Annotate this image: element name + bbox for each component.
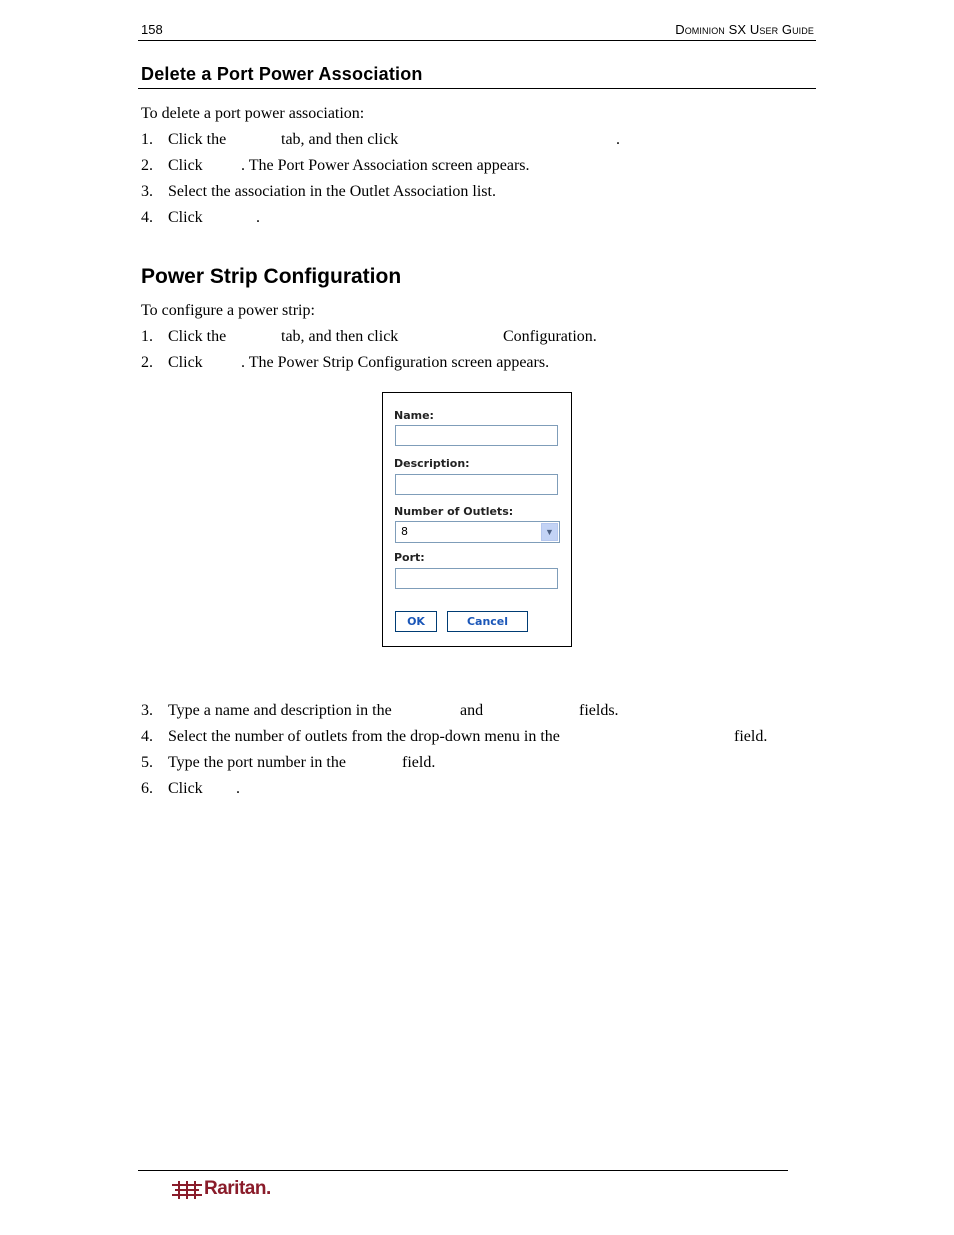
step-text: Click [168,780,203,797]
step-text: . [616,131,620,148]
step-text: Configuration. [503,328,597,345]
step-number: 3. [141,702,153,719]
step-text: Click the [168,328,227,345]
port-field[interactable] [395,568,558,589]
step-text: field. [402,754,436,771]
step-number: 1. [141,328,153,345]
ok-button[interactable]: OK [395,611,437,632]
name-field[interactable] [395,425,558,446]
step-text: and [460,702,484,719]
step-text: . The Port Power Association screen appears. [241,157,530,174]
step-text: Select the number of outlets from the drop-down menu in the [168,728,560,745]
step-text: Click the [168,131,227,148]
section2-intro: To configure a power strip: [141,302,315,319]
step-text: Click [168,209,203,226]
step-text: tab, and then click [281,328,399,345]
cancel-button[interactable]: Cancel [447,611,528,632]
page-number: 158 [141,22,163,37]
step-text: . [236,780,240,797]
chevron-down-icon[interactable]: ▼ [541,523,558,541]
description-field[interactable] [395,474,558,495]
power-strip-config-dialog [382,392,572,647]
raritan-logo-icon [172,1181,202,1201]
name-label: Name: [394,409,434,422]
step-text: . [256,209,260,226]
step-number: 4. [141,728,153,745]
step-text: Type the port number in the [168,754,346,771]
description-label: Description: [394,457,470,470]
guide-title: Dominion SX User Guide [675,22,814,37]
step-number: 4. [141,209,153,226]
outlets-selected-value: 8 [401,525,408,538]
footer-divider [138,1170,788,1171]
step-text: Select the association in the Outlet Association list. [168,183,496,200]
step-number: 3. [141,183,153,200]
outlets-select[interactable] [395,521,560,543]
raritan-logo [172,1178,271,1206]
step-number: 2. [141,354,153,371]
section-heading-delete-association: Delete a Port Power Association [141,64,423,84]
step-text: . The Power Strip Configuration screen appears. [241,354,550,371]
section-divider [138,88,816,89]
section1-intro: To delete a port power association: [141,105,365,122]
step-text: Click [168,157,203,174]
step-number: 1. [141,131,153,148]
step-text: Click [168,354,203,371]
step-number: 6. [141,780,153,797]
logo-text: Raritan. [204,1178,271,1199]
step-number: 5. [141,754,153,771]
section-heading-power-strip: Power Strip Configuration [141,265,402,288]
step-number: 2. [141,157,153,174]
step-text: field. [734,728,768,745]
step-text: tab, and then click [281,131,399,148]
step-text: Type a name and description in the [168,702,392,719]
port-label: Port: [394,551,425,564]
step-text: fields. [579,702,619,719]
header-divider [138,40,816,41]
outlets-label: Number of Outlets: [394,505,514,518]
